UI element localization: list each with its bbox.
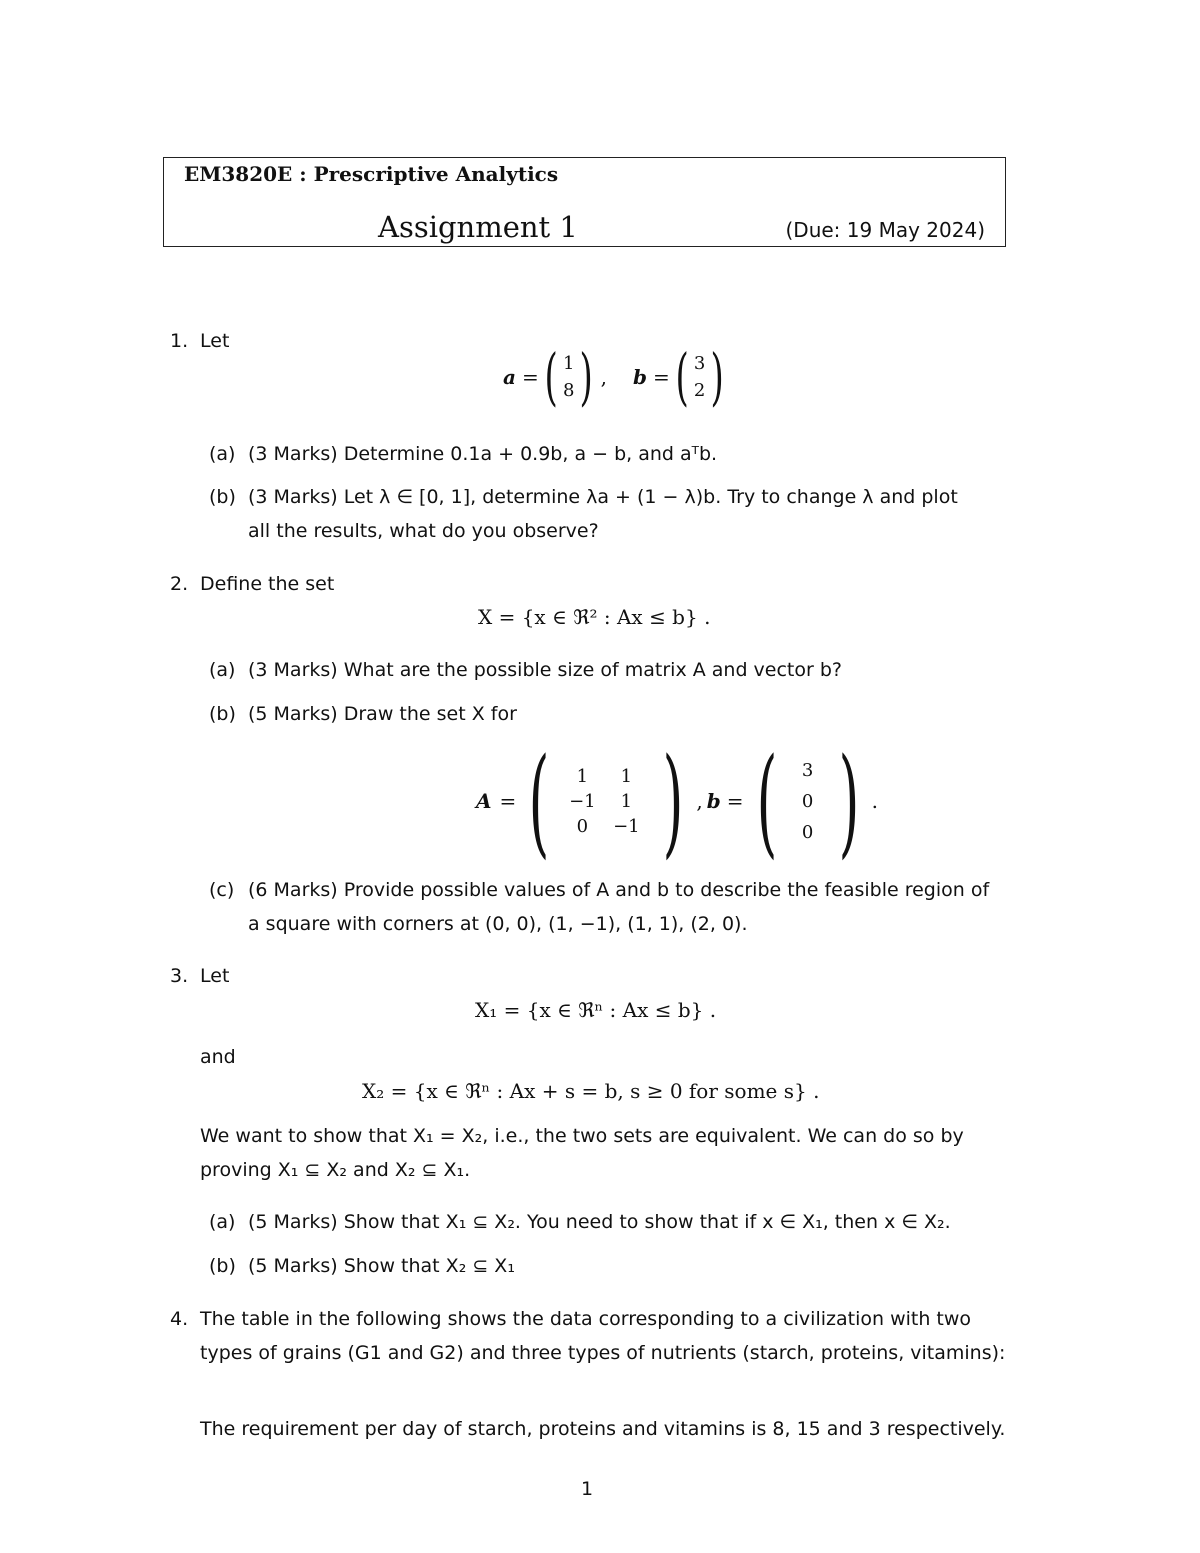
assignment-title: Assignment 1 (378, 210, 578, 244)
q3a-label: (a) (209, 1211, 236, 1233)
q3a-text: (5 Marks) Show that X₁ ⊆ X₂. You need to show that if x ∈ X₁, then x ∈ X₂. (248, 1211, 951, 1233)
matrix-A (562, 766, 650, 837)
matrix-entry: −1 (569, 790, 596, 812)
vector-b (790, 757, 826, 846)
course-title: EM3820E : Prescriptive Analytics (184, 162, 559, 186)
vector-entry: 0 (801, 790, 814, 812)
q3-x2-definition: X₂ = {x ∈ ℜⁿ : Ax + s = b, s ≥ 0 for some s} . (362, 1079, 820, 1103)
matrix-entry: 0 (576, 815, 589, 837)
q2c-text-line1: (6 Marks) Provide possible values of A and b to describe the feasible region of (248, 879, 990, 901)
vector-entry: 0 (801, 821, 814, 843)
q3-paragraph-line2: proving X₁ ⊆ X₂ and X₂ ⊆ X₁. (200, 1159, 471, 1181)
q2b-label: (b) (209, 703, 236, 725)
q4-text-line3: The requirement per day of starch, proteins and vitamins is 8, 15 and 3 respectively. (200, 1418, 1006, 1440)
vec-a-entry: 8 (562, 380, 575, 401)
q2c-text-line2: a square with corners at (0, 0), (1, −1), (1, 1), (2, 0). (248, 913, 748, 935)
q2-number: 2. (170, 573, 189, 595)
q2a-text: (3 Marks) What are the possible size of matrix A and vector b? (248, 659, 843, 681)
q1b-label: (b) (209, 486, 236, 508)
vector-entry: 3 (801, 759, 814, 781)
q3-x1-definition: X₁ = {x ∈ ℜⁿ : Ax ≤ b} . (475, 998, 717, 1022)
q1a-text: (3 Marks) Determine 0.1a + 0.9b, a − b, and aᵀb. (248, 443, 718, 465)
q1-number: 1. (170, 330, 189, 352)
vec-b-entry: 3 (693, 353, 706, 374)
q4-number: 4. (170, 1308, 189, 1330)
q2b-text: (5 Marks) Draw the set X for (248, 703, 517, 725)
q2-intro: Define the set (200, 573, 335, 595)
q3-and: and (200, 1046, 236, 1068)
due-date: (Due: 19 May 2024) (785, 218, 985, 242)
vec-a-entry: 1 (562, 353, 575, 374)
matrix-entry: −1 (613, 815, 640, 837)
q1b-text-line2: all the results, what do you observe? (248, 520, 599, 542)
q1a-label: (a) (209, 443, 236, 465)
matrix-entry: 1 (576, 765, 589, 787)
q3b-label: (b) (209, 1255, 236, 1277)
matrix-entry: 1 (620, 790, 633, 812)
q3-number: 3. (170, 965, 189, 987)
q1-vector-a: a = ( 1 8 ) , b = ( 3 2 ) (503, 340, 725, 413)
q4-text-line2: types of grains (G1 and G2) and three types of nutrients (starch, proteins, vitamins): (200, 1342, 1006, 1364)
page-number: 1 (581, 1478, 594, 1500)
q4-text-line1: The table in the following shows the data corresponding to a civilization with two (200, 1308, 972, 1330)
vec-b-entry: 2 (693, 380, 706, 401)
q3-paragraph-line1: We want to show that X₁ = X₂, i.e., the two sets are equivalent. We can do so by (200, 1125, 964, 1147)
q1b-text-line1: (3 Marks) Let λ ∈ [0, 1], determine λa + (1 − λ)b. Try to change λ and plot (248, 486, 958, 508)
q2-set-definition: X = {x ∈ ℜ² : Ax ≤ b} . (478, 605, 711, 629)
q3-intro: Let (200, 965, 230, 987)
q2c-label: (c) (209, 879, 235, 901)
matrix-entry: 1 (620, 765, 633, 787)
q2a-label: (a) (209, 659, 236, 681)
q2-matrix-equation: A = ( 1 1 −1 1 0 −1 ) , b = ( 3 0 0 ) . (476, 732, 878, 870)
q1-intro: Let (200, 330, 230, 352)
q3b-text: (5 Marks) Show that X₂ ⊆ X₁ (248, 1255, 515, 1277)
header-box (163, 157, 1006, 247)
